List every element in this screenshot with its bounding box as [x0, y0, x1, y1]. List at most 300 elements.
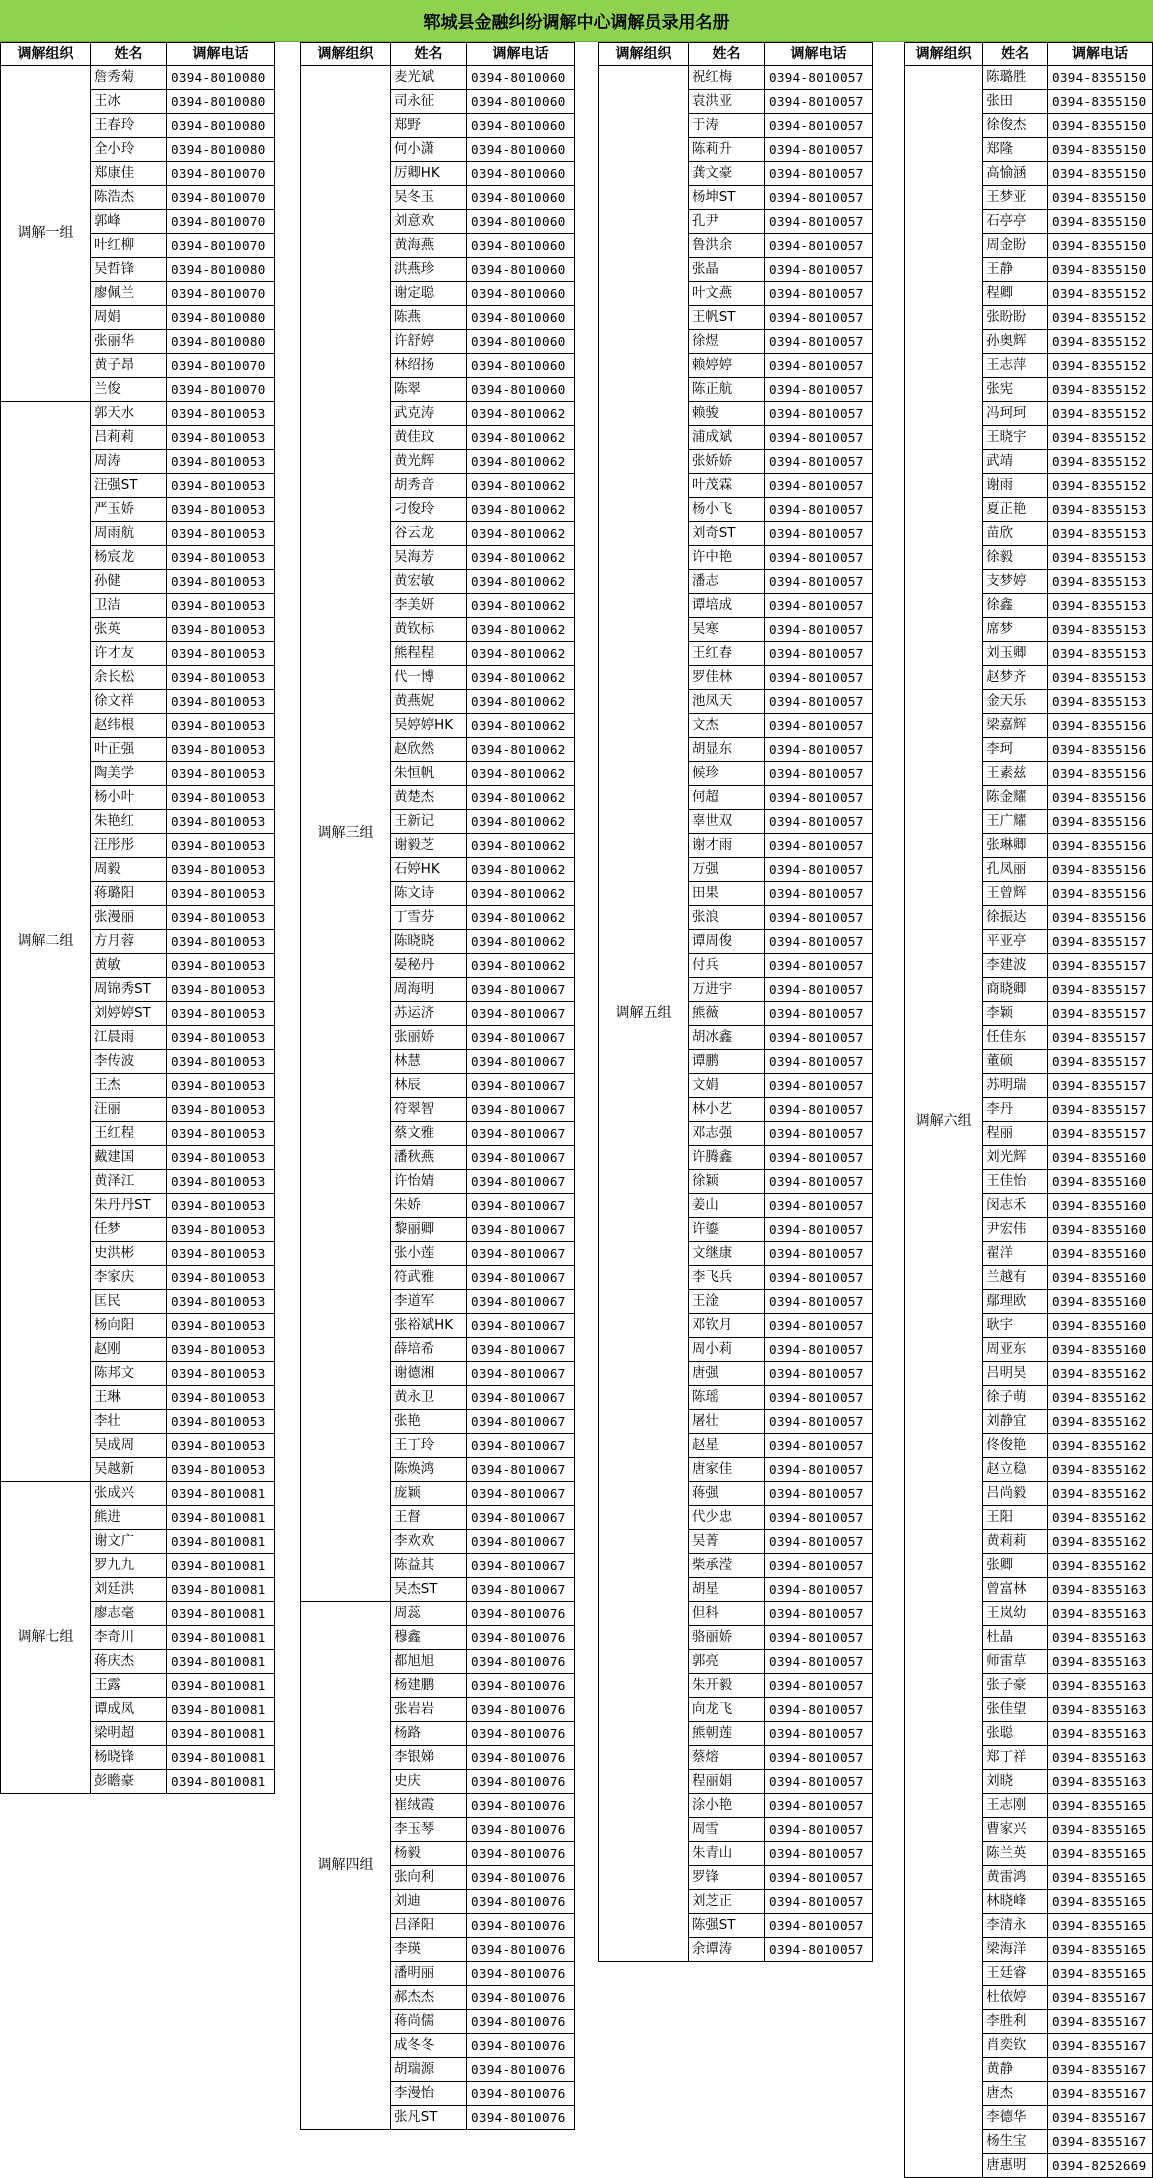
member-name: 郭亮: [689, 1650, 765, 1674]
member-name: 黄雷鸿: [983, 1866, 1048, 1890]
member-name: 浦成斌: [689, 426, 765, 450]
member-name: 黄燕妮: [391, 690, 467, 714]
member-name: 张漫丽: [91, 906, 167, 930]
member-name: 周雨航: [91, 522, 167, 546]
member-phone: 0394-8010067: [467, 1170, 575, 1194]
member-name: 师雷草: [983, 1650, 1048, 1674]
member-phone: 0394-8010053: [167, 738, 275, 762]
member-name: 蒋庆杰: [91, 1650, 167, 1674]
member-name: 王梦亚: [983, 186, 1048, 210]
member-name: 张宪: [983, 378, 1048, 402]
member-phone: 0394-8010057: [765, 618, 873, 642]
header-name: 姓名: [391, 43, 467, 66]
member-phone: 0394-8355152: [1047, 354, 1152, 378]
member-phone: 0394-8010076: [467, 1818, 575, 1842]
member-phone: 0394-8355157: [1047, 954, 1152, 978]
member-phone: 0394-8010081: [167, 1578, 275, 1602]
member-phone: 0394-8010053: [167, 1410, 275, 1434]
member-name: 佟俊艳: [983, 1434, 1048, 1458]
member-name: 陈兰英: [983, 1842, 1048, 1866]
member-name: 谢文广: [91, 1530, 167, 1554]
member-name: 梁明超: [91, 1722, 167, 1746]
member-name: 徐鑫: [983, 594, 1048, 618]
member-phone: 0394-8010070: [167, 162, 275, 186]
member-name: 张盼盼: [983, 306, 1048, 330]
member-name: 林绍扬: [391, 354, 467, 378]
member-phone: 0394-8010057: [765, 1266, 873, 1290]
member-name: 吴冬玉: [391, 186, 467, 210]
member-phone: 0394-8010060: [467, 306, 575, 330]
member-name: 尹宏伟: [983, 1218, 1048, 1242]
member-name: 程卿: [983, 282, 1048, 306]
member-phone: 0394-8010062: [467, 474, 575, 498]
member-name: 周海明: [391, 978, 467, 1002]
member-phone: 0394-8010057: [765, 378, 873, 402]
member-name: 辜世双: [689, 810, 765, 834]
member-phone: 0394-8010067: [467, 1074, 575, 1098]
member-name: 李德华: [983, 2106, 1048, 2130]
member-phone: 0394-8010057: [765, 1098, 873, 1122]
member-name: 廖志毫: [91, 1602, 167, 1626]
member-name: 许怡婧: [391, 1170, 467, 1194]
member-name: 文杰: [689, 714, 765, 738]
member-name: 王志萍: [983, 354, 1048, 378]
member-name: 谢德湘: [391, 1362, 467, 1386]
member-name: 王杰: [91, 1074, 167, 1098]
member-phone: 0394-8355157: [1047, 1098, 1152, 1122]
member-name: 朱恒帆: [391, 762, 467, 786]
member-name: 张小莲: [391, 1242, 467, 1266]
member-name: 赖骏: [689, 402, 765, 426]
member-name: 王丁玲: [391, 1434, 467, 1458]
member-name: 林小艺: [689, 1098, 765, 1122]
member-phone: 0394-8355150: [1047, 90, 1152, 114]
member-phone: 0394-8355162: [1047, 1458, 1152, 1482]
member-name: 赵梦齐: [983, 666, 1048, 690]
member-phone: 0394-8010053: [167, 1218, 275, 1242]
member-name: 余长松: [91, 666, 167, 690]
member-phone: 0394-8355167: [1047, 2010, 1152, 2034]
member-phone: 0394-8010053: [167, 1266, 275, 1290]
member-name: 李建波: [983, 954, 1048, 978]
member-phone: 0394-8010053: [167, 666, 275, 690]
member-phone: 0394-8010081: [167, 1698, 275, 1722]
member-phone: 0394-8010053: [167, 618, 275, 642]
member-name: 李丹: [983, 1098, 1048, 1122]
member-phone: 0394-8355153: [1047, 546, 1152, 570]
member-phone: 0394-8010057: [765, 930, 873, 954]
member-phone: 0394-8010060: [467, 330, 575, 354]
member-phone: 0394-8355167: [1047, 2082, 1152, 2106]
member-name: 唐强: [689, 1362, 765, 1386]
member-phone: 0394-8010057: [765, 1674, 873, 1698]
member-phone: 0394-8355162: [1047, 1506, 1152, 1530]
member-name: 石亭亭: [983, 210, 1048, 234]
member-phone: 0394-8010057: [765, 1866, 873, 1890]
member-name: 廖佩兰: [91, 282, 167, 306]
member-phone: 0394-8355160: [1047, 1218, 1152, 1242]
member-phone: 0394-8010062: [467, 450, 575, 474]
member-name: 周金盼: [983, 234, 1048, 258]
member-name: 李欢欢: [391, 1530, 467, 1554]
member-name: 何超: [689, 786, 765, 810]
member-phone: 0394-8010062: [467, 498, 575, 522]
member-phone: 0394-8010053: [167, 690, 275, 714]
member-phone: 0394-8010081: [167, 1722, 275, 1746]
member-phone: 0394-8010053: [167, 474, 275, 498]
member-name: 王曾辉: [983, 882, 1048, 906]
member-phone: 0394-8010057: [765, 138, 873, 162]
member-name: 陈翠: [391, 378, 467, 402]
member-phone: 0394-8355163: [1047, 1602, 1152, 1626]
member-name: 黄钦标: [391, 618, 467, 642]
member-name: 王廷睿: [983, 1962, 1048, 1986]
member-phone: 0394-8355150: [1047, 114, 1152, 138]
member-phone: 0394-8010057: [765, 1626, 873, 1650]
member-name: 方月蓉: [91, 930, 167, 954]
member-name: 王新记: [391, 810, 467, 834]
member-name: 肖奕钦: [983, 2034, 1048, 2058]
member-name: 匡民: [91, 1290, 167, 1314]
member-name: 全小玲: [91, 138, 167, 162]
member-phone: 0394-8355165: [1047, 1866, 1152, 1890]
member-phone: 0394-8355156: [1047, 882, 1152, 906]
member-name: 朱开毅: [689, 1674, 765, 1698]
member-name: 黄楚杰: [391, 786, 467, 810]
member-name: 张晶: [689, 258, 765, 282]
member-phone: 0394-8010060: [467, 258, 575, 282]
member-phone: 0394-8010067: [467, 1218, 575, 1242]
member-name: 李壮: [91, 1410, 167, 1434]
member-name: 陈晓晓: [391, 930, 467, 954]
member-name: 詹秀菊: [91, 66, 167, 90]
member-phone: 0394-8010053: [167, 450, 275, 474]
member-name: 王帆ST: [689, 306, 765, 330]
member-phone: 0394-8355163: [1047, 1626, 1152, 1650]
member-phone: 0394-8010057: [765, 282, 873, 306]
member-name: 陈莉升: [689, 138, 765, 162]
member-phone: 0394-8010057: [765, 1554, 873, 1578]
member-name: 刘光辉: [983, 1146, 1048, 1170]
member-name: 吴海芳: [391, 546, 467, 570]
member-phone: 0394-8355167: [1047, 2034, 1152, 2058]
member-name: 胡显东: [689, 738, 765, 762]
member-name: 王冰: [91, 90, 167, 114]
member-phone: 0394-8010057: [765, 354, 873, 378]
member-phone: 0394-8355160: [1047, 1170, 1152, 1194]
member-name: 王阳: [983, 1506, 1048, 1530]
member-name: 王广耀: [983, 810, 1048, 834]
member-name: 叶正强: [91, 738, 167, 762]
member-phone: 0394-8010076: [467, 1890, 575, 1914]
member-name: 武克涛: [391, 402, 467, 426]
member-name: 代一博: [391, 666, 467, 690]
member-phone: 0394-8010053: [167, 1458, 275, 1482]
member-phone: 0394-8010067: [467, 1314, 575, 1338]
member-name: 王督: [391, 1506, 467, 1530]
member-phone: 0394-8010053: [167, 1386, 275, 1410]
header-org: 调解组织: [905, 43, 983, 66]
member-name: 谭周俊: [689, 930, 765, 954]
member-phone: 0394-8010067: [467, 1266, 575, 1290]
member-name: 都旭旭: [391, 1650, 467, 1674]
member-phone: 0394-8010053: [167, 570, 275, 594]
member-name: 成冬冬: [391, 2034, 467, 2058]
member-name: 周雪: [689, 1818, 765, 1842]
member-name: 刘玉卿: [983, 642, 1048, 666]
member-phone: 0394-8010057: [765, 1794, 873, 1818]
member-phone: 0394-8010062: [467, 906, 575, 930]
member-phone: 0394-8010057: [765, 1746, 873, 1770]
member-name: 孙奥辉: [983, 330, 1048, 354]
member-phone: 0394-8010062: [467, 786, 575, 810]
member-phone: 0394-8355153: [1047, 642, 1152, 666]
member-phone: 0394-8010067: [467, 1386, 575, 1410]
member-phone: 0394-8010057: [765, 1890, 873, 1914]
member-phone: 0394-8010057: [765, 90, 873, 114]
member-phone: 0394-8010062: [467, 810, 575, 834]
member-name: 徐子萌: [983, 1386, 1048, 1410]
member-name: 黄光辉: [391, 450, 467, 474]
member-name: 黄莉莉: [983, 1530, 1048, 1554]
table-row: [1, 1482, 275, 1506]
header-name: 姓名: [689, 43, 765, 66]
roster-column-3: [598, 42, 873, 1962]
member-phone: 0394-8010057: [765, 1530, 873, 1554]
member-name: 商晓卿: [983, 978, 1048, 1002]
member-phone: 0394-8010062: [467, 858, 575, 882]
member-name: 彭瞻豪: [91, 1770, 167, 1794]
member-phone: 0394-8010057: [765, 858, 873, 882]
member-phone: 0394-8010057: [765, 1338, 873, 1362]
member-name: 万强: [689, 858, 765, 882]
member-phone: 0394-8355160: [1047, 1242, 1152, 1266]
member-name: 张向利: [391, 1866, 467, 1890]
member-name: 骆丽娇: [689, 1626, 765, 1650]
member-phone: 0394-8010076: [467, 2034, 575, 2058]
member-phone: 0394-8010080: [167, 90, 275, 114]
member-phone: 0394-8010080: [167, 330, 275, 354]
member-name: 胡星: [689, 1578, 765, 1602]
member-phone: 0394-8355152: [1047, 426, 1152, 450]
member-name: 熊进: [91, 1506, 167, 1530]
member-name: 赵纬根: [91, 714, 167, 738]
header-org: 调解组织: [301, 43, 391, 66]
member-phone: 0394-8355153: [1047, 618, 1152, 642]
member-phone: 0394-8010076: [467, 1602, 575, 1626]
member-phone: 0394-8010057: [765, 186, 873, 210]
member-phone: 0394-8355156: [1047, 906, 1152, 930]
member-name: 翟洋: [983, 1242, 1048, 1266]
member-phone: 0394-8010057: [765, 1482, 873, 1506]
member-phone: 0394-8010053: [167, 786, 275, 810]
member-name: 杨向阳: [91, 1314, 167, 1338]
member-phone: 0394-8010053: [167, 1314, 275, 1338]
member-phone: 0394-8355156: [1047, 858, 1152, 882]
member-phone: 0394-8010057: [765, 1290, 873, 1314]
member-phone: 0394-8010057: [765, 786, 873, 810]
member-phone: 0394-8010057: [765, 1074, 873, 1098]
member-phone: 0394-8010067: [467, 1050, 575, 1074]
member-phone: 0394-8010057: [765, 66, 873, 90]
member-phone: 0394-8010076: [467, 1746, 575, 1770]
member-name: 晏秘丹: [391, 954, 467, 978]
member-name: 谷云龙: [391, 522, 467, 546]
header-name: 姓名: [91, 43, 167, 66]
member-name: 张凡ST: [391, 2106, 467, 2130]
member-name: 郑康佳: [91, 162, 167, 186]
member-name: 王春玲: [91, 114, 167, 138]
member-phone: 0394-8010067: [467, 1098, 575, 1122]
member-name: 徐煜: [689, 330, 765, 354]
member-phone: 0394-8010057: [765, 1410, 873, 1434]
member-phone: 0394-8355165: [1047, 1794, 1152, 1818]
member-name: 杜晶: [983, 1626, 1048, 1650]
member-name: 罗九九: [91, 1554, 167, 1578]
member-name: 张岩岩: [391, 1698, 467, 1722]
member-phone: 0394-8010057: [765, 1314, 873, 1338]
roster-table: [904, 42, 1153, 2178]
member-name: 耿宇: [983, 1314, 1048, 1338]
member-name: 曾富林: [983, 1578, 1048, 1602]
member-name: 朱丹丹ST: [91, 1194, 167, 1218]
member-name: 杨生宝: [983, 2130, 1048, 2154]
member-name: 王岚幼: [983, 1602, 1048, 1626]
member-phone: 0394-8010057: [765, 1914, 873, 1938]
member-name: 赵刚: [91, 1338, 167, 1362]
member-name: 陈强ST: [689, 1914, 765, 1938]
member-name: 刘意欢: [391, 210, 467, 234]
member-phone: 0394-8355153: [1047, 522, 1152, 546]
member-name: 刘婷婷ST: [91, 1002, 167, 1026]
member-name: 文继康: [689, 1242, 765, 1266]
member-phone: 0394-8010053: [167, 1290, 275, 1314]
member-name: 李珂: [983, 738, 1048, 762]
member-name: 史庆: [391, 1770, 467, 1794]
member-phone: 0394-8010057: [765, 306, 873, 330]
member-name: 张英: [91, 618, 167, 642]
header-phone: 调解电话: [167, 43, 275, 66]
member-name: 李美妍: [391, 594, 467, 618]
member-phone: 0394-8010053: [167, 522, 275, 546]
member-name: 苗欣: [983, 522, 1048, 546]
roster-column-1: [0, 42, 275, 1794]
member-phone: 0394-8355162: [1047, 1362, 1152, 1386]
member-name: 张田: [983, 90, 1048, 114]
member-name: 柴承滢: [689, 1554, 765, 1578]
member-phone: 0394-8355157: [1047, 1050, 1152, 1074]
member-phone: 0394-8010053: [167, 1122, 275, 1146]
member-phone: 0394-8010067: [467, 1362, 575, 1386]
member-name: 吴杰ST: [391, 1578, 467, 1602]
member-name: 陈焕鸿: [391, 1458, 467, 1482]
member-name: 张浪: [689, 906, 765, 930]
member-phone: 0394-8355152: [1047, 306, 1152, 330]
member-phone: 0394-8010057: [765, 426, 873, 450]
member-phone: 0394-8010070: [167, 282, 275, 306]
member-phone: 0394-8355163: [1047, 1746, 1152, 1770]
member-name: 符武雅: [391, 1266, 467, 1290]
member-name: 吕尚毅: [983, 1482, 1048, 1506]
member-name: 陶美学: [91, 762, 167, 786]
member-phone: 0394-8010053: [167, 594, 275, 618]
member-name: 吕莉莉: [91, 426, 167, 450]
table-row: [1, 402, 275, 426]
member-phone: 0394-8010057: [765, 402, 873, 426]
member-phone: 0394-8355167: [1047, 2130, 1152, 2154]
member-phone: 0394-8010053: [167, 978, 275, 1002]
title-bar: [0, 0, 1153, 42]
member-name: 黄海燕: [391, 234, 467, 258]
member-phone: 0394-8010067: [467, 1434, 575, 1458]
member-phone: 0394-8010076: [467, 1794, 575, 1818]
member-name: 林辰: [391, 1074, 467, 1098]
member-phone: 0394-8010057: [765, 834, 873, 858]
member-name: 闵志禾: [983, 1194, 1048, 1218]
member-phone: 0394-8010053: [167, 1074, 275, 1098]
member-phone: 0394-8010081: [167, 1746, 275, 1770]
member-phone: 0394-8355165: [1047, 1818, 1152, 1842]
member-name: 符翠智: [391, 1098, 467, 1122]
member-phone: 0394-8010062: [467, 618, 575, 642]
table-row: [905, 66, 1153, 90]
member-phone: 0394-8010057: [765, 1434, 873, 1458]
header-org: 调解组织: [1, 43, 91, 66]
member-phone: 0394-8010057: [765, 594, 873, 618]
member-phone: 0394-8010053: [167, 498, 275, 522]
member-name: 吴寒: [689, 618, 765, 642]
header-org: 调解组织: [599, 43, 689, 66]
member-name: 叶文燕: [689, 282, 765, 306]
member-phone: 0394-8355163: [1047, 1722, 1152, 1746]
member-phone: 0394-8355157: [1047, 1026, 1152, 1050]
table-row: [599, 66, 873, 90]
member-name: 鲁洪余: [689, 234, 765, 258]
member-name: 陈燕: [391, 306, 467, 330]
member-name: 史洪彬: [91, 1242, 167, 1266]
member-name: 周锦秀ST: [91, 978, 167, 1002]
group-label: 调解四组: [301, 1602, 391, 2130]
member-phone: 0394-8010067: [467, 1554, 575, 1578]
member-phone: 0394-8355153: [1047, 690, 1152, 714]
member-name: 田果: [689, 882, 765, 906]
member-phone: 0394-8010076: [467, 2010, 575, 2034]
member-name: 汪丽: [91, 1098, 167, 1122]
member-name: 孙健: [91, 570, 167, 594]
member-phone: 0394-8010057: [765, 714, 873, 738]
member-name: 龚文豪: [689, 162, 765, 186]
member-phone: 0394-8355160: [1047, 1266, 1152, 1290]
member-name: 平亚亭: [983, 930, 1048, 954]
roster-table: [598, 42, 873, 1962]
member-phone: 0394-8355163: [1047, 1674, 1152, 1698]
member-name: 郝杰杰: [391, 1986, 467, 2010]
member-name: 徐毅: [983, 546, 1048, 570]
member-name: 候珍: [689, 762, 765, 786]
member-name: 张子豪: [983, 1674, 1048, 1698]
member-phone: 0394-8010053: [167, 714, 275, 738]
member-name: 林晓峰: [983, 1890, 1048, 1914]
member-name: 赵立稳: [983, 1458, 1048, 1482]
member-name: 杜依婷: [983, 1986, 1048, 2010]
member-phone: 0394-8355152: [1047, 282, 1152, 306]
member-phone: 0394-8010081: [167, 1674, 275, 1698]
member-phone: 0394-8010062: [467, 642, 575, 666]
member-name: 鄢理欧: [983, 1290, 1048, 1314]
member-name: 张丽娇: [391, 1026, 467, 1050]
member-name: 刘静宜: [983, 1410, 1048, 1434]
member-phone: 0394-8355152: [1047, 330, 1152, 354]
